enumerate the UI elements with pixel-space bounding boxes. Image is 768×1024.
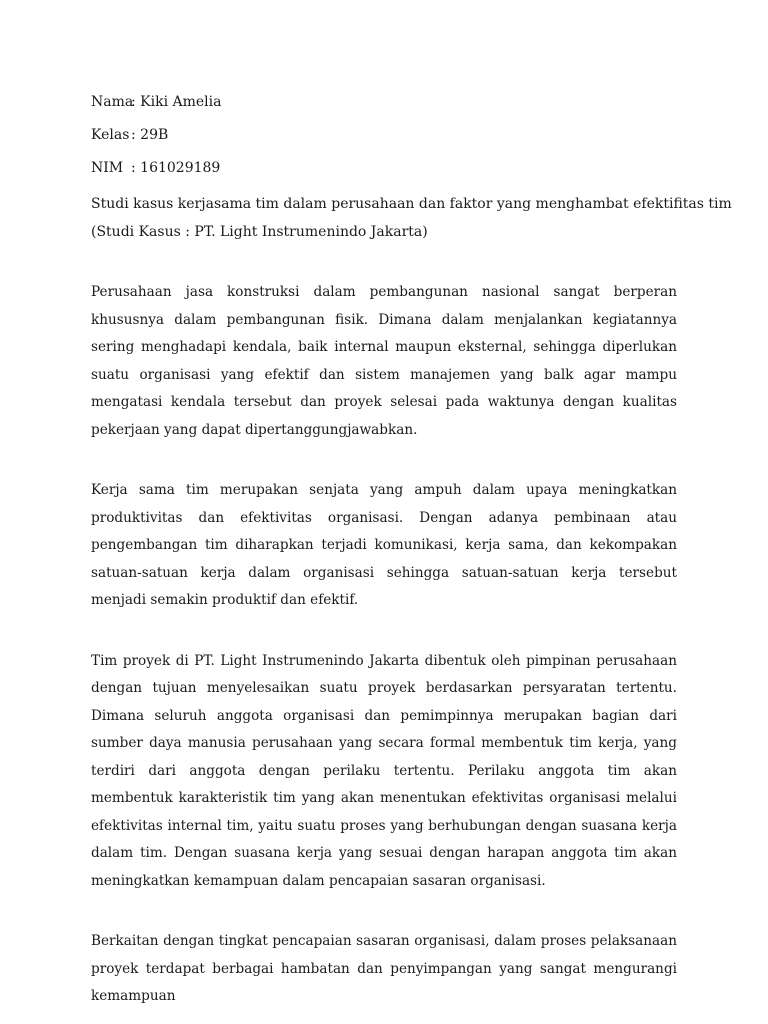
kelas-value: : 29B [131, 127, 169, 143]
kelas-label: Kelas [91, 127, 130, 143]
nim-value: : 161029189 [131, 160, 221, 176]
paragraph-3: Tim proyek di PT. Light Instrumenindo Jakarta dibentuk oleh pimpinan perusahaan dengan tujuan menyelesaikan suatu proyek berdasarkan persyaratan tertentu. Dimana seluruh anggota organisasi dan pemimpinnya merupakan bagian dari sumber daya manusia perusahaan yang secara formal membentuk tim kerja, yang terdiri dari anggota dengan perilaku tertentu. Perilaku anggota tim akan membentuk karakteristik tim yang akan menentukan efektivitas organisasi melalui efektivitas internal tim, yaitu suatu proses yang berhubungan dengan suasana kerja dalam tim. Dengan suasana kerja yang sesuai dengan harapan anggota tim akan meningkatkan kemampuan dalam pencapaian sasaran organisasi. [91, 652, 677, 889]
paragraph-4: Berkaitan dengan tingkat pencapaian sasaran organisasi, dalam proses pelaksanaan proyek terdapat berbagai hambatan dan penyimpangan yang sangat mengurangi kemampuan [91, 933, 677, 1004]
document-page [91, 92, 732, 1011]
paragraph-1: Perusahaan jasa konstruksi dalam pembangunan nasional sangat berperan khususnya dalam pembangunan fisik. Dimana dalam menjalankan kegiatannya sering menghadapi kendala, baik internal maupun eksternal, sehingga diperlukan suatu organisasi yang efektif dan sistem manajemen yang balk agar mampu mengatasi kendala tersebut dan proyek selesai pada waktunya dengan kualitas pekerjaan yang dapat dipertanggungjawabkan. [91, 284, 677, 438]
nama-value: : Kiki Amelia [131, 94, 222, 110]
kelas-field [91, 125, 677, 145]
nama-label: Nama [91, 94, 134, 110]
paragraph-2: Kerja sama tim merupakan senjata yang ampuh dalam upaya meningkatkan produktivitas dan efektivitas organisasi. Dengan adanya pembinaan atau pengembangan tim diharapkan terjadi komunikasi, kerja sama, dan kekompakan satuan-satuan kerja dalam organisasi sehingga satuan-satuan kerja tersebut menjadi semakin produktif dan efektif. [91, 482, 677, 608]
nim-label: NIM [91, 160, 124, 176]
title-line-1: Studi kasus kerjasama tim dalam perusahaan dan faktor yang menghambat efektifitas tim [91, 196, 732, 212]
document-title [91, 190, 732, 246]
title-line-2: (Studi Kasus : PT. Light Instrumenindo Jakarta) [91, 224, 428, 240]
nim-field [91, 158, 677, 178]
nama-field [91, 92, 677, 112]
